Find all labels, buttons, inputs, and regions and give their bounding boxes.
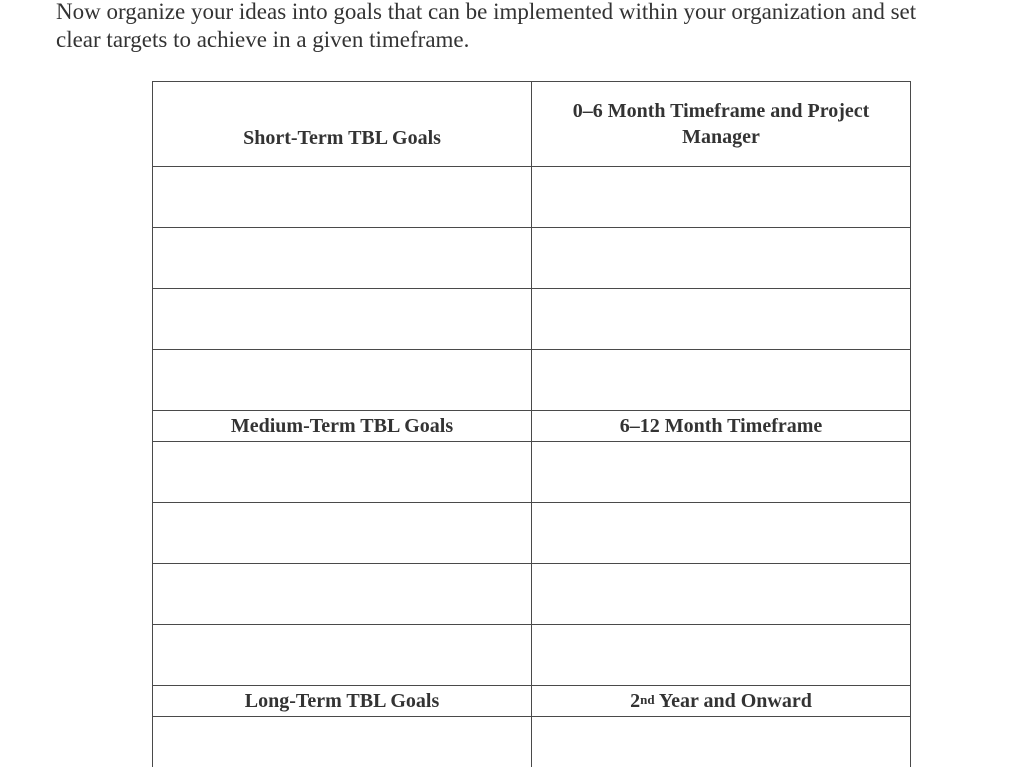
medium-term-header-row [153,411,911,442]
table-row [153,717,911,767]
timeframe-cell[interactable] [532,717,911,767]
short-term-goals-header: Short-Term TBL Goals [153,82,532,167]
medium-term-timeframe-header: 6–12 Month Timeframe [532,411,911,442]
long-term-timeframe-text: Year and Onward [654,690,812,712]
table-row [153,503,911,564]
timeframe-cell[interactable] [532,350,911,411]
timeframe-cell[interactable] [532,442,911,503]
table-row [153,625,911,686]
timeframe-cell[interactable] [532,625,911,686]
goal-cell[interactable] [153,717,532,767]
timeframe-cell[interactable] [532,167,911,228]
timeframe-cell[interactable] [532,289,911,350]
long-term-goals-header: Long-Term TBL Goals [153,686,532,717]
short-term-header-row [153,82,911,167]
long-term-timeframe-header [532,686,911,717]
goal-cell[interactable] [153,167,532,228]
goal-cell[interactable] [153,350,532,411]
intro-line-1: Now organize your ideas into goals that can be implemented within your organization and set [56,0,917,24]
table-row [153,167,911,228]
table-row [153,228,911,289]
goal-cell[interactable] [153,564,532,625]
goal-cell[interactable] [153,442,532,503]
long-term-timeframe-number: 2 [630,690,641,712]
goal-cell[interactable] [153,228,532,289]
table-row [153,564,911,625]
table-row [153,350,911,411]
long-term-timeframe-ordinal: nd [640,692,655,707]
timeframe-cell[interactable] [532,228,911,289]
goal-cell[interactable] [153,503,532,564]
table-row [153,289,911,350]
goal-cell[interactable] [153,625,532,686]
short-term-timeframe-header: 0–6 Month Timeframe and Project Manager [532,82,911,167]
timeframe-cell[interactable] [532,564,911,625]
long-term-header-row [153,686,911,717]
timeframe-cell[interactable] [532,503,911,564]
table-row [153,442,911,503]
medium-term-goals-header: Medium-Term TBL Goals [153,411,532,442]
intro-paragraph [56,0,1016,54]
intro-line-2: clear targets to achieve in a given timeframe. [56,27,470,52]
goals-table [152,81,911,767]
goal-cell[interactable] [153,289,532,350]
